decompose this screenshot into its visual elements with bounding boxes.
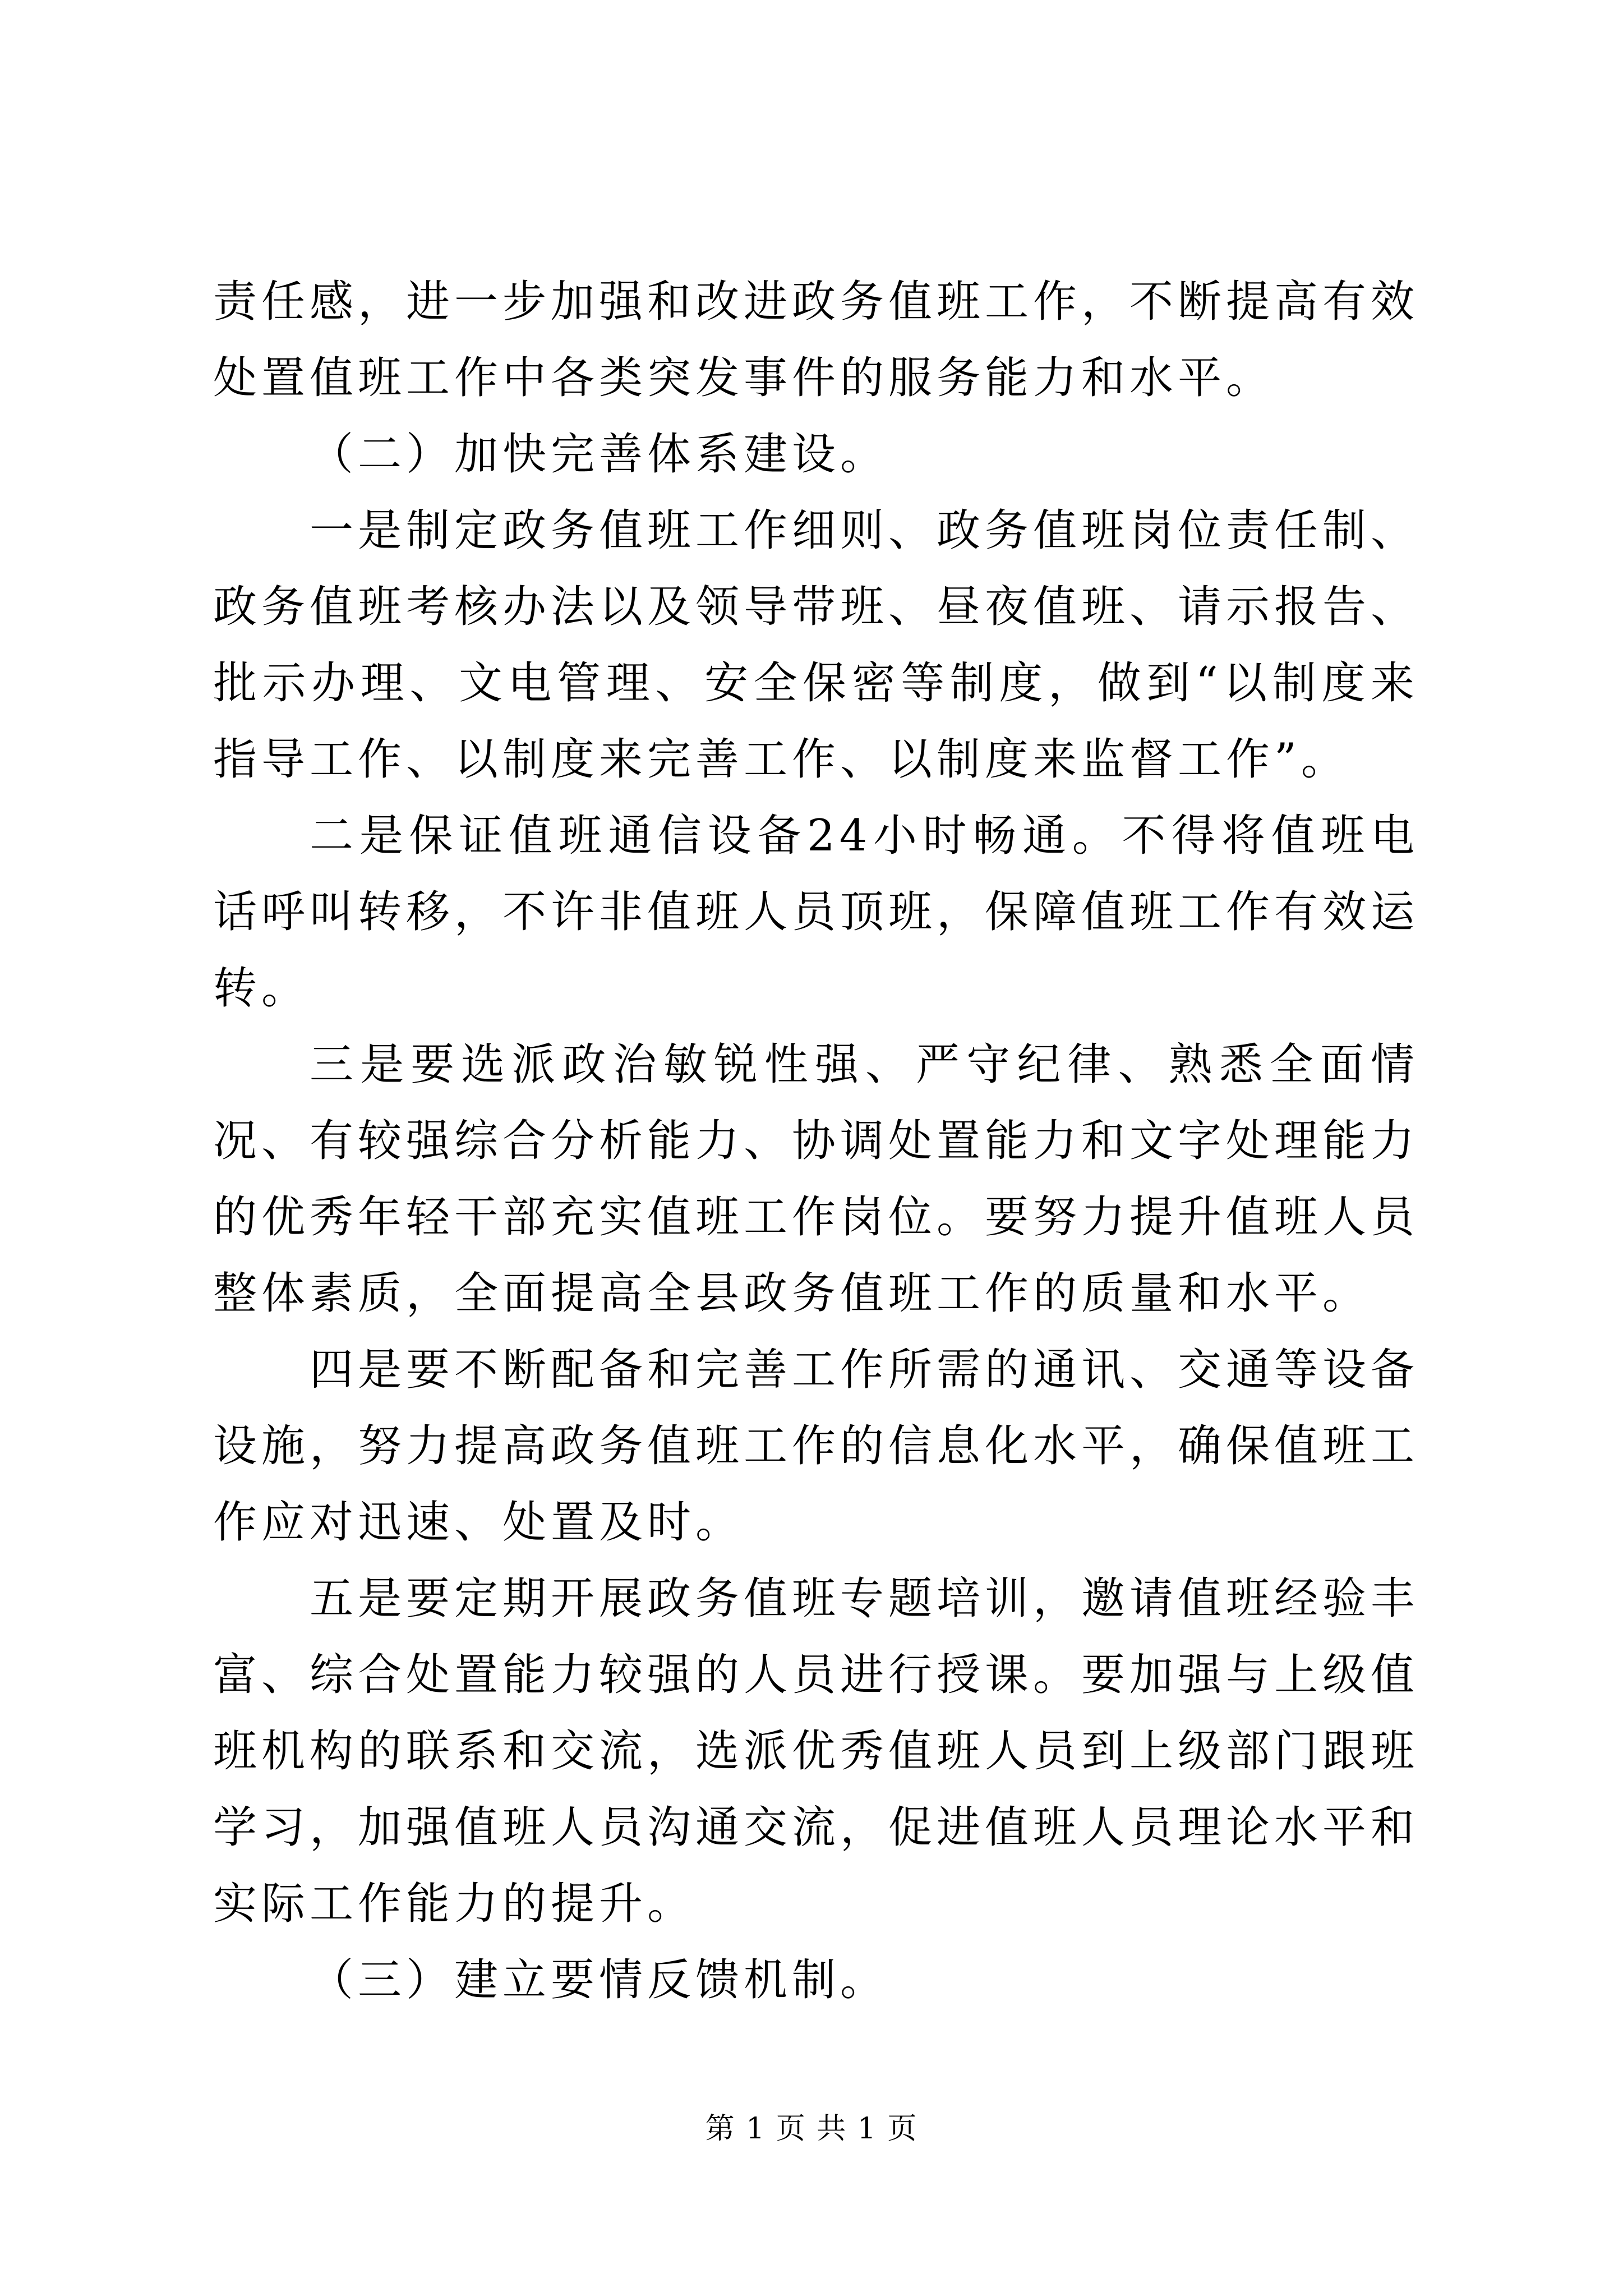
paragraph-item-1: 一是制定政务值班工作细则、政务值班岗位责任制、政务值班考核办法以及领导带班、昼夜值班、请示报告、批示办理、文电管理、安全保密等制度，做到“以制度来指导工作、以制度来完善工作、以制度来监督工作”。 — [213, 505, 1419, 785]
document-body — [213, 264, 1419, 2018]
paragraph-item-5: 五是要定期开展政务值班专题培训，邀请值班经验丰富、综合处置能力较强的人员进行授课。要加强与上级值班机构的联系和交流，选派优秀值班人员到上级部门跟班学习，加强值班人员沟通交流，促进值班人员理论水平和实际工作能力的提升。 — [213, 1573, 1419, 1929]
page-footer: 第 1 页 共 1 页 — [705, 2112, 918, 2146]
paragraph-item-3: 三是要选派政治敏锐性强、严守纪律、熟悉全面情况、有较强综合分析能力、协调处置能力和文字处理能力的优秀年轻干部充实值班工作岗位。要努力提升值班人员整体素质，全面提高全县政务值班工作的质量和水平。 — [213, 1039, 1419, 1319]
section-heading-2: （二）加快完善体系建设。 — [310, 429, 889, 480]
paragraph-item-2: 二是保证值班通信设备24小时畅通。不得将值班电话呼叫转移，不许非值班人员顶班，保障值班工作有效运转。 — [213, 811, 1419, 1014]
paragraph-continuation: 责任感，进一步加强和改进政务值班工作，不断提高有效处置值班工作中各类突发事件的服务能力和水平。 — [213, 277, 1419, 403]
section-heading-3: （三）建立要情反馈机制。 — [310, 1955, 889, 2005]
paragraph-item-4: 四是要不断配备和完善工作所需的通讯、交通等设备设施，努力提高政务值班工作的信息化水平，确保值班工作应对迅速、处置及时。 — [213, 1345, 1419, 1548]
